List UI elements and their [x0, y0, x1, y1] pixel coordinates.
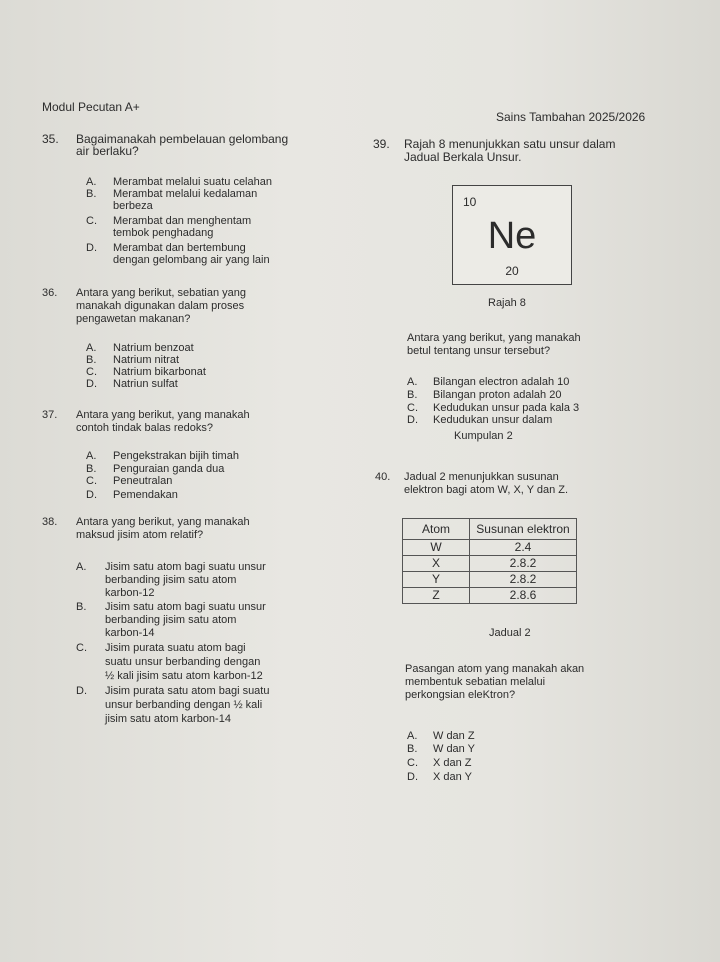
option-text: Merambat melalui kedalaman: [113, 188, 258, 200]
question-text: Bagaimanakah pembelauan gelombang: [76, 132, 289, 146]
option-letter: C.: [76, 642, 87, 654]
option-text: Pengekstrakan bijih timah: [113, 450, 239, 462]
option-text: karbon-12: [105, 587, 155, 599]
option-letter: A.: [76, 561, 87, 573]
element-symbol: Ne: [487, 215, 537, 257]
option-text: Kedudukan unsur pada kala 3: [433, 402, 580, 414]
option-letter: D.: [407, 414, 418, 426]
question-stem: membentuk sebatian melalui: [405, 676, 546, 688]
option-text: dengan gelombang air yang lain: [113, 254, 270, 266]
option-text: tembok penghadang: [113, 227, 214, 239]
question-stem: Pasangan atom yang manakah akan: [405, 663, 585, 675]
option-letter: D.: [76, 685, 87, 697]
option-text: jisim satu atom karbon-14: [105, 713, 231, 725]
option-text: Natriun sulfat: [113, 378, 178, 390]
option-letter: B.: [407, 743, 418, 755]
question-text: air berlaku?: [76, 144, 139, 158]
option-letter: D.: [407, 771, 418, 783]
question-text: Antara yang berikut, sebatian yang: [76, 287, 247, 299]
option-letter: B.: [407, 389, 418, 401]
question-number: 38.: [42, 516, 58, 528]
option-letter: C.: [86, 366, 97, 378]
option-text: Peneutralan: [113, 475, 173, 487]
option-text: Kedudukan unsur dalam: [433, 414, 553, 426]
atom-cell: W: [403, 540, 470, 556]
table-caption: Jadual 2: [489, 627, 531, 639]
question-stem: Antara yang berikut, yang manakah: [407, 332, 581, 344]
option-text: Merambat dan bertembung: [113, 242, 246, 254]
option-letter: C.: [407, 402, 418, 414]
table-row: [403, 572, 577, 588]
question-number: 35.: [42, 132, 59, 146]
option-text: Jisim satu atom bagi suatu unsur: [105, 601, 266, 613]
option-text: X dan Z: [433, 757, 472, 769]
question-text: manakah digunakan dalam proses: [76, 300, 245, 312]
option-letter: A.: [86, 342, 97, 354]
option-text: berbeza: [113, 200, 153, 212]
element-box-neon: [452, 185, 572, 285]
option-text: Pemendakan: [113, 489, 178, 501]
option-letter: D.: [86, 378, 97, 390]
proton-number: 10: [463, 195, 477, 209]
option-text: karbon-14: [105, 627, 155, 639]
subject-year: Sains Tambahan 2025/2026: [496, 110, 646, 124]
option-text: ½ kali jisim satu atom karbon-12: [105, 670, 263, 682]
atom-cell: Z: [403, 588, 470, 604]
nucleon-number: 20: [505, 264, 519, 278]
arrangement-cell: 2.8.2: [470, 572, 577, 588]
option-text: Kumpulan 2: [454, 430, 513, 442]
option-text: Merambat dan menghentam: [113, 215, 252, 227]
option-text: Jisim purata satu atom bagi suatu: [105, 685, 270, 697]
option-text: W dan Y: [433, 743, 475, 755]
option-letter: A.: [407, 376, 418, 388]
option-letter: D.: [86, 489, 97, 501]
option-text: Penguraian ganda dua: [113, 463, 225, 475]
question-number: 39.: [373, 137, 390, 151]
option-letter: A.: [86, 450, 97, 462]
option-letter: A.: [86, 176, 97, 188]
electron-arrangement-table: [402, 518, 577, 604]
table-row: [403, 588, 577, 604]
question-text: elektron bagi atom W, X, Y dan Z.: [404, 484, 569, 496]
option-text: W dan Z: [433, 730, 475, 742]
option-letter: C.: [407, 757, 418, 769]
option-text: Natrium bikarbonat: [113, 366, 206, 378]
table-row: [403, 556, 577, 572]
option-letter: B.: [76, 601, 87, 613]
option-letter: C.: [86, 215, 97, 227]
table-row: [403, 540, 577, 556]
option-text: Jisim satu atom bagi suatu unsur: [105, 561, 266, 573]
arrangement-cell: 2.8.2: [470, 556, 577, 572]
question-text: maksud jisim atom relatif?: [76, 529, 204, 541]
arrangement-cell: 2.8.6: [470, 588, 577, 604]
module-title: Modul Pecutan A+: [42, 100, 140, 114]
option-letter: B.: [86, 463, 97, 475]
atom-cell: X: [403, 556, 470, 572]
figure-caption: Rajah 8: [488, 297, 526, 309]
question-number: 37.: [42, 409, 58, 421]
question-text: Jadual 2 menunjukkan susunan: [404, 471, 559, 483]
option-text: berbanding jisim satu atom: [105, 574, 237, 586]
option-text: Natrium benzoat: [113, 342, 194, 354]
option-letter: A.: [407, 730, 418, 742]
option-letter: B.: [86, 188, 97, 200]
question-text: pengawetan makanan?: [76, 313, 191, 325]
option-text: Jisim purata suatu atom bagi: [105, 642, 246, 654]
question-text: contoh tindak balas redoks?: [76, 422, 213, 434]
option-text: suatu unsur berbanding dengan: [105, 656, 261, 668]
question-text: Antara yang berikut, yang manakah: [76, 409, 250, 421]
option-text: X dan Y: [433, 771, 472, 783]
question-number: 40.: [375, 471, 391, 483]
option-letter: C.: [86, 475, 97, 487]
atom-cell: Y: [403, 572, 470, 588]
arrangement-cell: 2.4: [470, 540, 577, 556]
option-letter: B.: [86, 354, 97, 366]
question-text: Rajah 8 menunjukkan satu unsur dalam: [404, 137, 616, 151]
option-text: Bilangan electron adalah 10: [433, 376, 570, 388]
column-header-atom: Atom: [403, 519, 470, 540]
option-text: unsur berbanding dengan ½ kali: [105, 699, 263, 711]
table-header-row: [403, 519, 577, 540]
option-text: Bilangan proton adalah 20: [433, 389, 562, 401]
column-header-electron-arrangement: Susunan elektron: [470, 519, 577, 540]
question-text: Antara yang berikut, yang manakah: [76, 516, 250, 528]
option-letter: D.: [86, 242, 97, 254]
question-stem: betul tentang unsur tersebut?: [407, 345, 551, 357]
question-stem: perkongsian eleKtron?: [405, 689, 516, 701]
option-text: Merambat melalui suatu celahan: [113, 176, 272, 188]
option-text: Natrium nitrat: [113, 354, 180, 366]
question-text: Jadual Berkala Unsur.: [404, 150, 522, 164]
option-text: berbanding jisim satu atom: [105, 614, 237, 626]
question-number: 36.: [42, 287, 58, 299]
